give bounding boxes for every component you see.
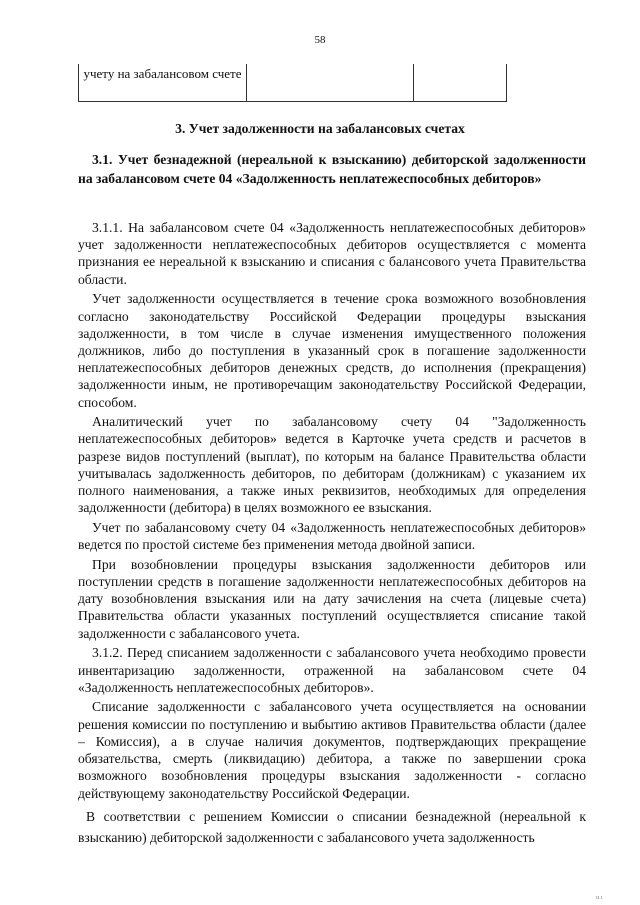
table-cell-empty — [414, 64, 507, 102]
paragraph: Списание задолженности с забалансового учета осуществляется на основании решения комиссии по поступлению и выбытию активов Правительства области (далее – Комиссия), а в случае наличия документов, подтверждающих прекращение обязательства, смерть (ликвидацию) дебитора, а также по завершении срока возможного возобновления процедуры взыскания задолженности - согласно действующему законодательству Российской Федерации. — [78, 699, 586, 801]
paragraph: Учет по забалансовому счету 04 «Задолженность неплатежеспособных дебиторов» ведется по простой системе без применения метода двойной записи. — [78, 519, 586, 553]
paragraph: Учет задолженности осуществляется в течение срока возможного возобновления согласно законодательству Российской Федерации процедуры взыскания задолженности, в том числе в случае изменения имущественного положения должников, либо до поступления в указанный срок в погашение задолженности неплатежеспособных дебиторов денежных средств, до исполнения (прекращения) задолженности иным, не противоречащим законодательству Российской Федерации, способом. — [78, 291, 586, 410]
table-row — [79, 64, 507, 102]
table-cell-empty — [247, 64, 414, 102]
paragraph: 3.1.2. Перед списанием задолженности с забалансового учета необходимо провести инвентаризацию задолженности, отраженной на забалансовом счете 04 «Задолженность неплатежеспособных дебиторов». — [78, 645, 586, 695]
corner-mark: ıı ı — [596, 895, 603, 901]
subsection-title: 3.1. Учет безнадежной (нереальной к взысканию) дебиторской задолженности на забалансовом счете 04 «Задолженность неплатежеспособных дебиторов» — [78, 152, 586, 186]
paragraph: Аналитический учет по забалансовому счету 04 "Задолженность неплатежеспособных дебиторов» ведется в Карточке учета средств и расчетов в разрезе видов поступлений (выплат), по которым на балансе Правительства области учитывалась задолженность дебиторов, по дебиторам (должникам) с указанием их полного наименования, а также иных реквизитов, необходимых для определения задолженности (дебитора) в целях возможного ее взыскания. — [78, 414, 586, 516]
paragraph: В соответствии с решением Комиссии о списании безнадежной (нереальной к взысканию) дебиторской задолженности с забалансового учета задолженность — [78, 808, 586, 845]
paragraph: При возобновлении процедуры взыскания задолженности дебиторов или поступлении средств в погашение задолженности неплатежеспособных дебиторов на дату возобновления взыскания или на дату зачисления на счета (лицевые счета) Правительства области указанных поступлений осуществляется списание такой задолженности с забалансового учета. — [78, 556, 586, 641]
paragraph: 3.1.1. На забалансовом счете 04 «Задолженность неплатежеспособных дебиторов» учет задолженности неплатежеспособных дебиторов осуществляется с момента признания ее нереальной к взысканию и списания с балансового учета Правительства области. — [78, 220, 586, 287]
table-cell: учету на забалансовом счете — [79, 64, 247, 102]
document-body — [78, 219, 586, 850]
section-title: 3. Учет задолженности на забалансовых счетах — [175, 121, 465, 136]
page-number: 58 — [314, 34, 326, 46]
continuation-table — [78, 64, 507, 102]
